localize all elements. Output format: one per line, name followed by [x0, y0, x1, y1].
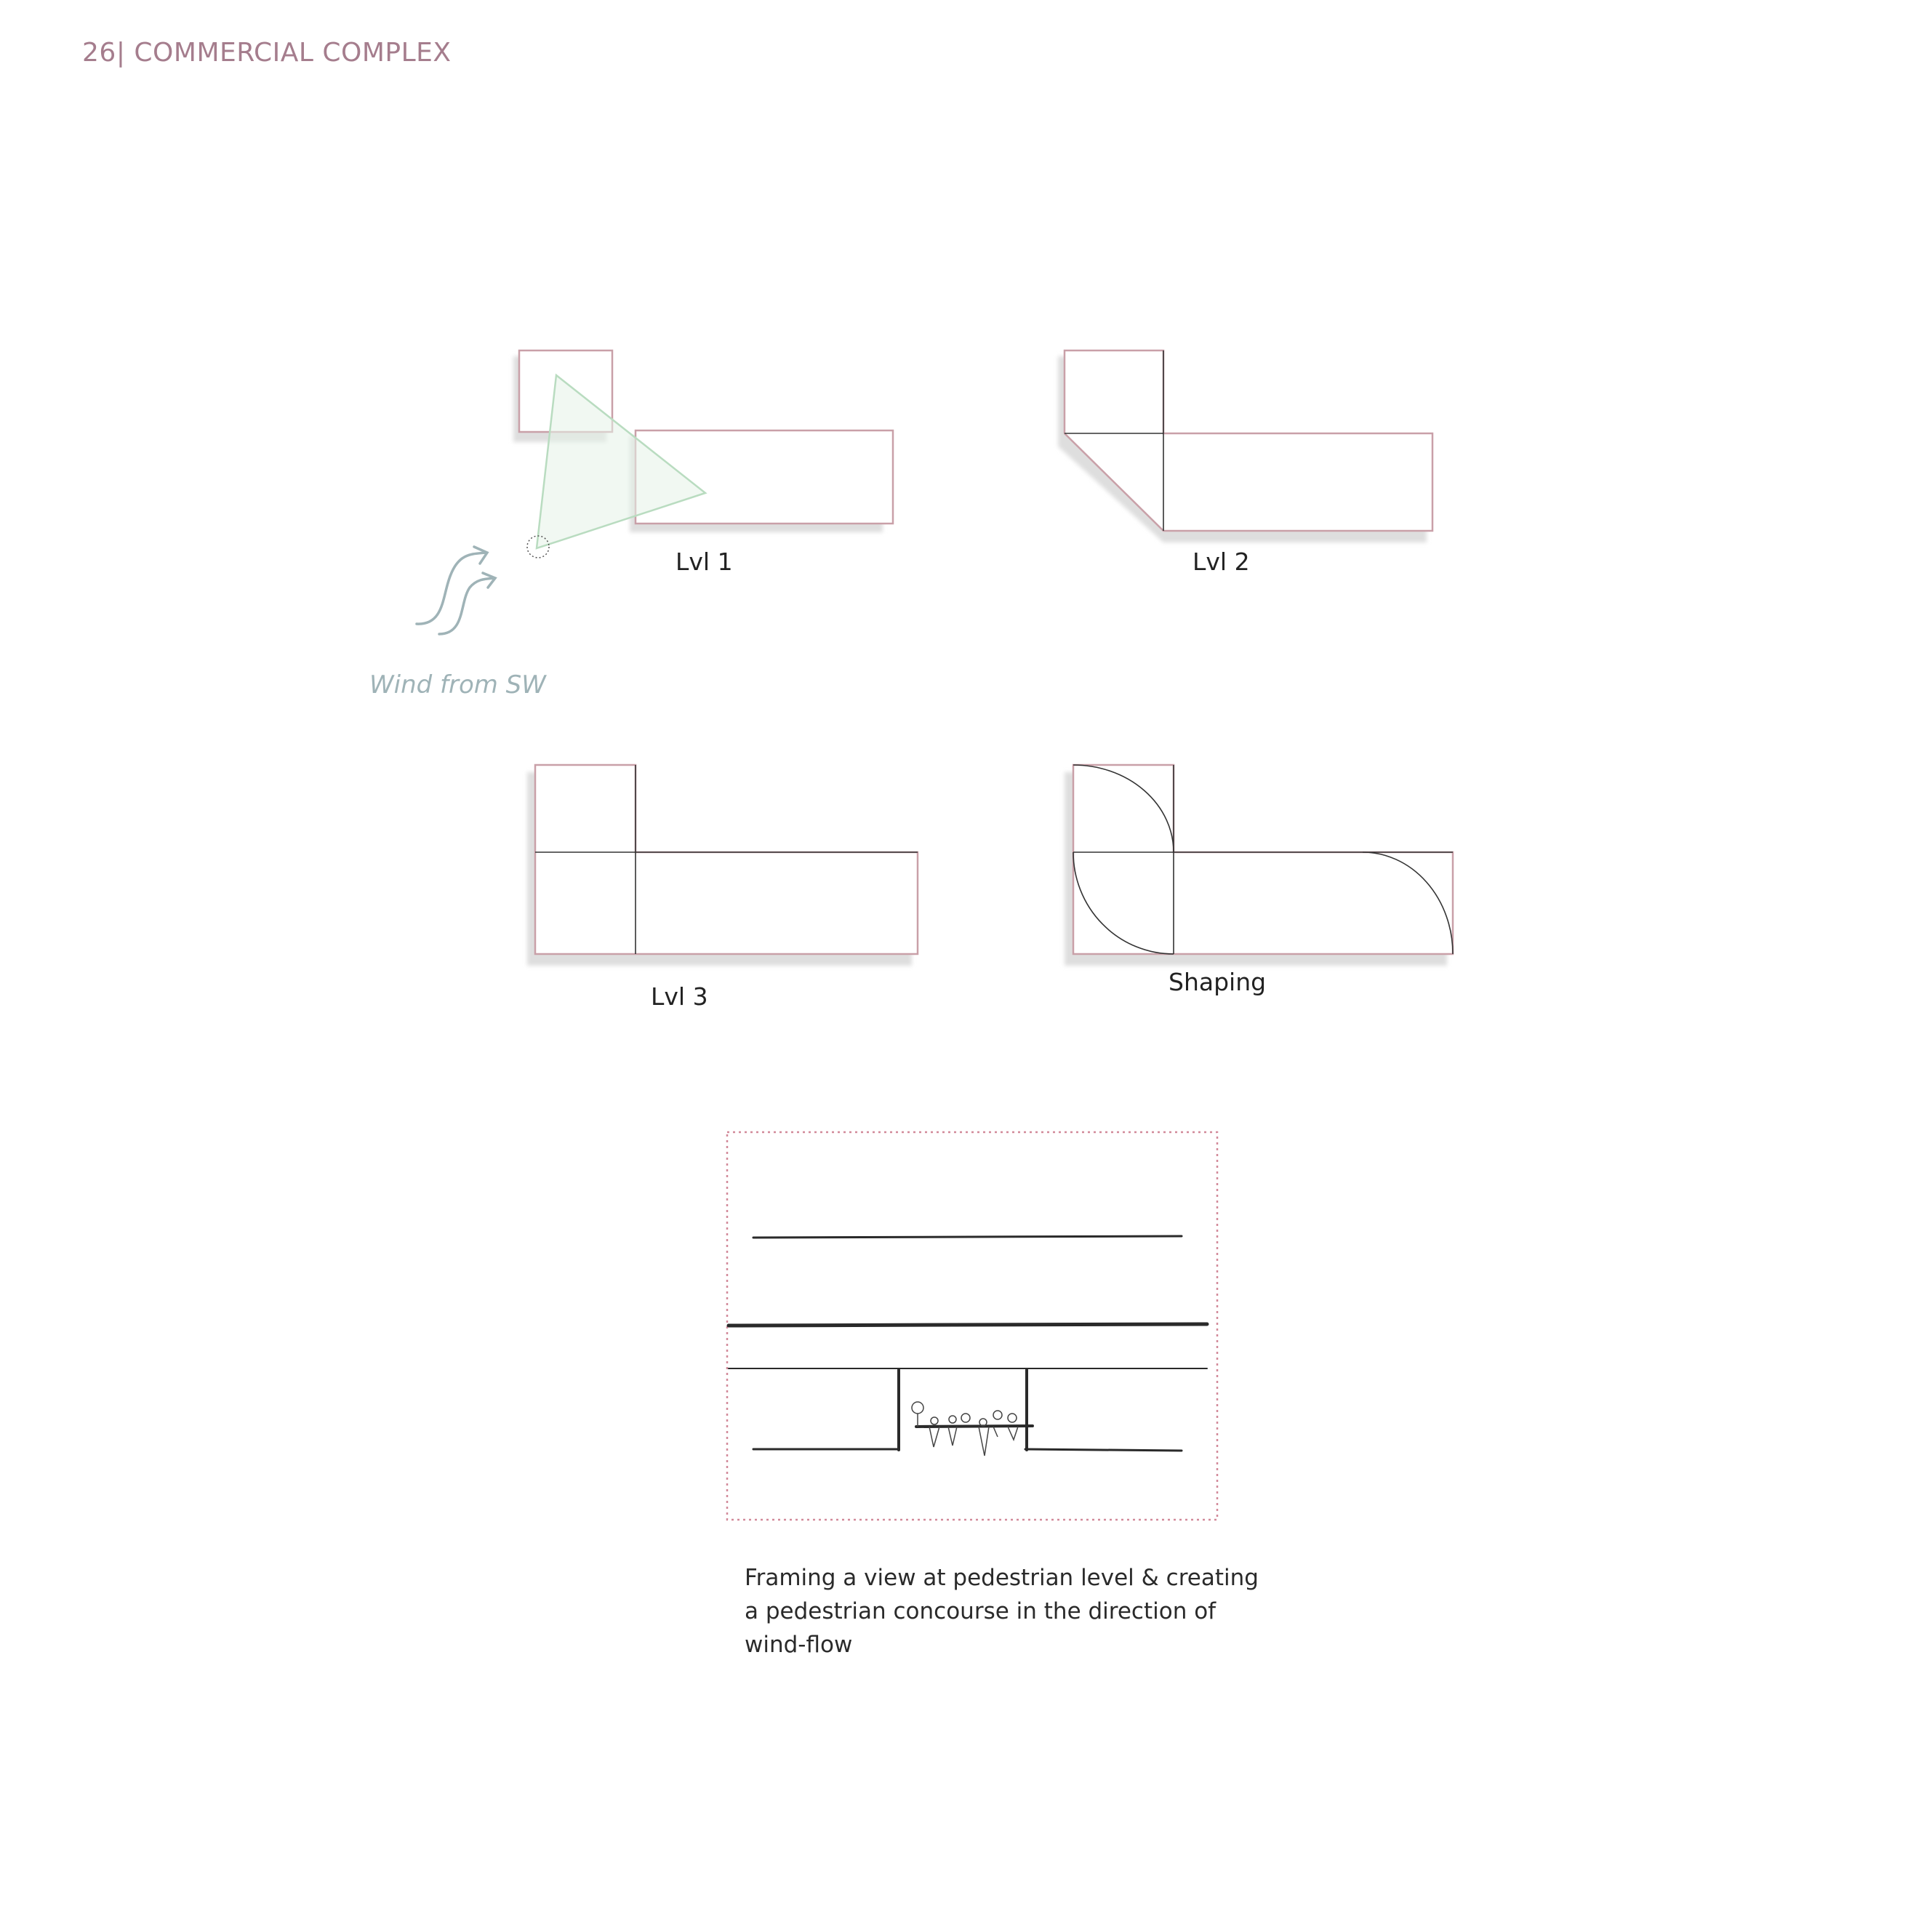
frame-sketch-lines [729, 1236, 1207, 1451]
diagram-lvl1 [513, 350, 893, 576]
lvl2-label: Lvl 2 [1193, 548, 1250, 576]
lvl3-outline [535, 765, 918, 954]
lvl1-label: Lvl 1 [676, 548, 733, 576]
page-number: 26 [82, 38, 116, 68]
header-separator: | [116, 38, 126, 68]
pedestrian-view-frame [727, 1132, 1217, 1520]
wind-label: Wind from SW [369, 670, 546, 700]
caption-line-2: a pedestrian concourse in the direction of [745, 1598, 1216, 1624]
diagram-shaping [1065, 765, 1453, 996]
shaping-label: Shaping [1169, 968, 1267, 996]
caption-line-1: Framing a view at pedestrian level & creating [745, 1565, 1259, 1591]
page-title: COMMERCIAL COMPLEX [134, 38, 452, 68]
diagram-lvl2 [1058, 350, 1432, 576]
diagram-lvl3 [527, 765, 918, 1011]
wind-arrows-icon [417, 547, 495, 634]
pedestrian-figures [912, 1402, 1018, 1456]
lvl2-outline [1065, 350, 1432, 531]
caption-line-3: wind-flow [745, 1632, 853, 1658]
lvl3-label: Lvl 3 [651, 982, 708, 1011]
caption [745, 1561, 1297, 1662]
